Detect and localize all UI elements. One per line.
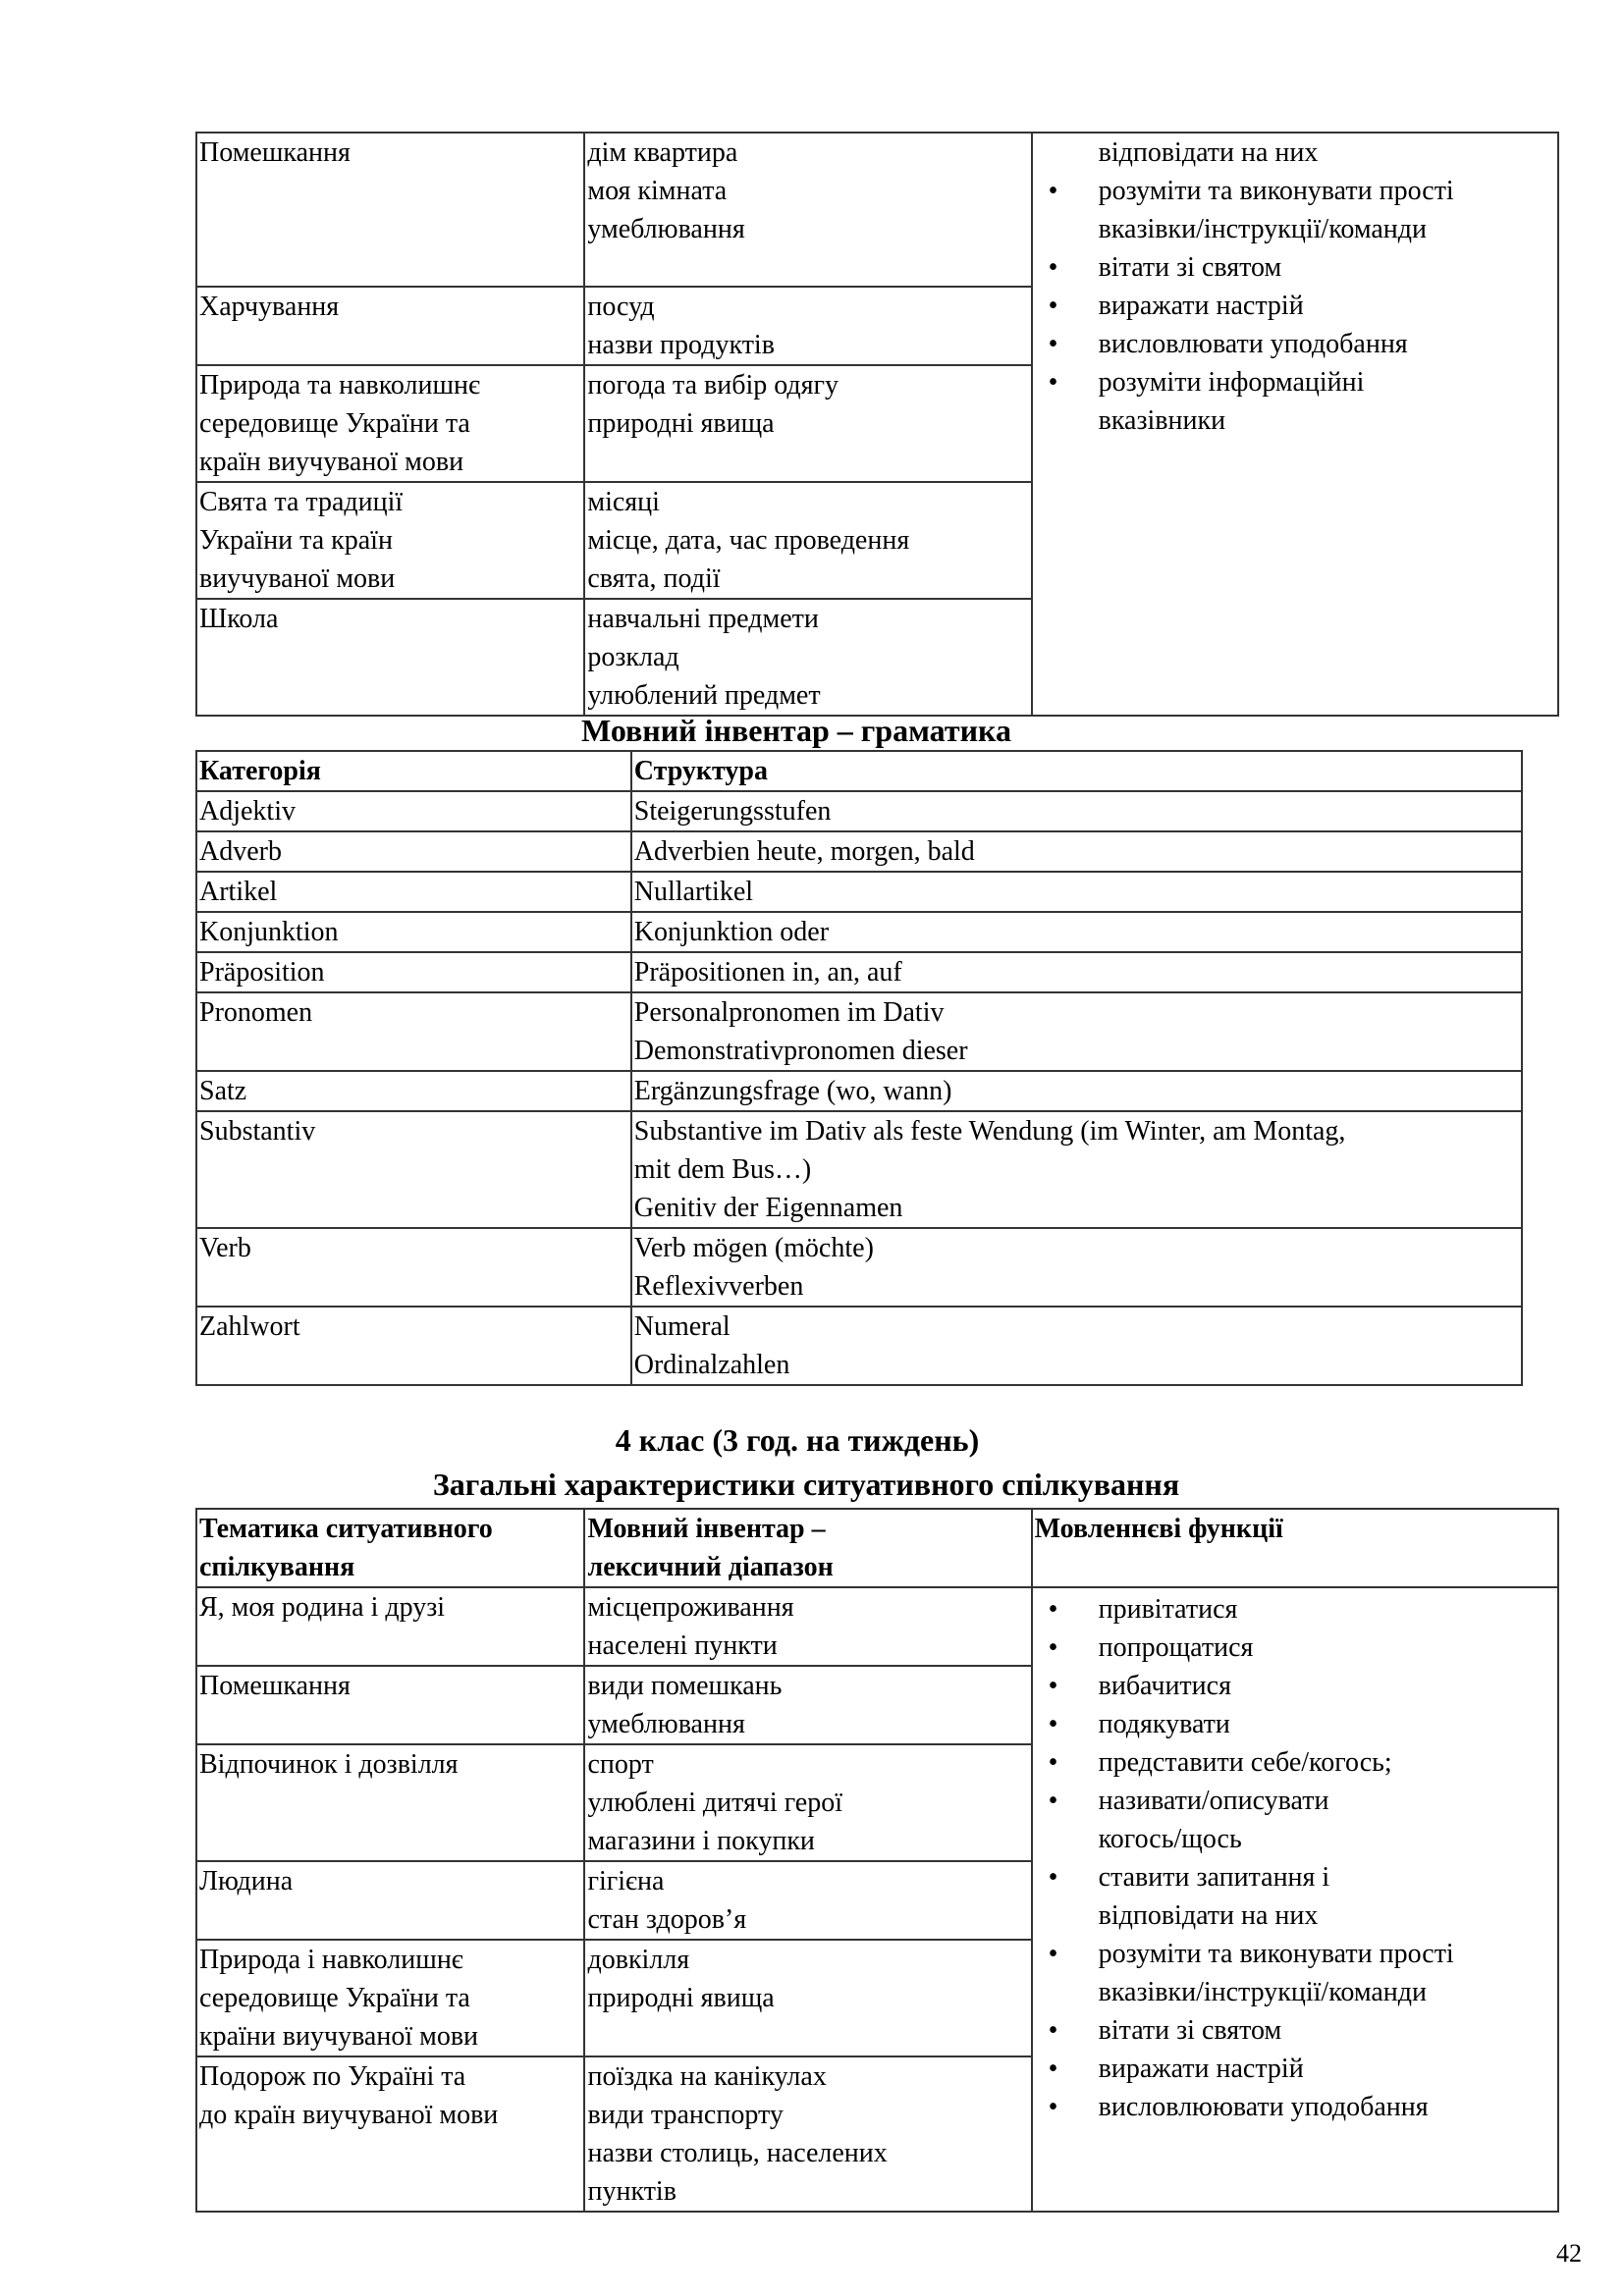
list-item: • вибачитися (1035, 1667, 1557, 1705)
speech-functions-list (1035, 1588, 1557, 2126)
structure-cell: Adverbien heute, morgen, bald (631, 831, 1522, 872)
lexis-cell: спорт улюблені дитячі герої магазини і покупки (584, 1744, 1031, 1861)
speech-functions-cell (1032, 1587, 1558, 2212)
category-cell: Konjunktion (196, 912, 631, 952)
table-row (196, 1111, 1522, 1228)
topic-cell: Подорож по Україні та до країн виучуваної мови (196, 2056, 584, 2212)
lexis-cell: погода та вибір одягу природні явища (584, 365, 1031, 482)
category-cell: Adjektiv (196, 791, 631, 831)
topic-cell: Свята та традиції України та країн виучуваної мови (196, 482, 584, 599)
table-row (196, 1307, 1522, 1385)
list-item: • називати/описувати когось/щось (1035, 1782, 1557, 1858)
table-row (196, 872, 1522, 912)
list-item: • розуміти та виконувати прості вказівки/інструкції/команди (1035, 1935, 1557, 2011)
list-item: • виражати настрій (1035, 2050, 1557, 2088)
list-item: • розуміти інформаційні вказівники (1035, 363, 1557, 440)
grammar-table (195, 750, 1523, 1386)
list-item: • висловлюювати уподобання (1035, 2088, 1557, 2126)
structure-cell: Substantive im Dativ als feste Wendung (im Winter, am Montag, mit dem Bus…) Genitiv der Eigennamen (631, 1111, 1522, 1228)
topic-cell: Помешкання (196, 133, 584, 287)
topic-cell: Я, моя родина і друзі (196, 1587, 584, 1666)
table-row (196, 992, 1522, 1071)
list-item: • виражати настрій (1035, 287, 1557, 325)
structure-cell: Konjunktion oder (631, 912, 1522, 952)
speech-functions-cell (1032, 133, 1558, 716)
list-item: • висловлювати уподобання (1035, 325, 1557, 363)
topic-cell: Природа та навколишнє середовище України та країн виучуваної мови (196, 365, 584, 482)
topic-cell: Людина (196, 1861, 584, 1940)
list-item: • привітатися (1035, 1590, 1557, 1629)
category-cell: Pronomen (196, 992, 631, 1071)
table-header-row (196, 751, 1522, 791)
list-item: • попрощатися (1035, 1629, 1557, 1667)
lexis-cell: поїздка на канікулах види транспорту назви столиць, населених пунктів (584, 2056, 1031, 2212)
header-functions: Мовленнєві функції (1032, 1509, 1558, 1587)
topic-cell: Відпочинок і дозвілля (196, 1744, 584, 1861)
category-cell: Substantiv (196, 1111, 631, 1228)
category-cell: Artikel (196, 872, 631, 912)
list-item: • вітати зі святом (1035, 2011, 1557, 2050)
speech-functions-list (1035, 133, 1557, 440)
structure-cell: Ergänzungsfrage (wo, wann) (631, 1071, 1522, 1111)
topic-cell: Школа (196, 599, 584, 716)
structure-cell: Personalpronomen im Dativ Demonstrativpronomen dieser (631, 992, 1522, 1071)
category-cell: Satz (196, 1071, 631, 1111)
structure-cell: Präpositionen in, an, auf (631, 952, 1522, 992)
category-cell: Verb (196, 1228, 631, 1307)
topics-table-continued (195, 132, 1559, 717)
list-item: • представити себе/когось; (1035, 1743, 1557, 1782)
structure-cell: Nullartikel (631, 872, 1522, 912)
header-lexis: Мовний інвентар – лексичний діапазон (584, 1509, 1031, 1587)
lexis-cell: довкілля природні явища (584, 1940, 1031, 2056)
page-number: 42 (1556, 2239, 1582, 2268)
list-item: відповідати на них (1098, 137, 1319, 168)
category-cell: Adverb (196, 831, 631, 872)
lexis-cell: навчальні предмети розклад улюблений предмет (584, 599, 1031, 716)
topic-cell: Природа і навколишнє середовище України та країни виучуваної мови (196, 1940, 584, 2056)
list-item: • вітати зі святом (1035, 248, 1557, 287)
grammar-title: Мовний інвентар – граматика (581, 713, 1011, 748)
grade4-topics-table (195, 1508, 1559, 2213)
table-row (196, 133, 1558, 287)
table-row (196, 952, 1522, 992)
grade4-subtitle: Загальні характеристики ситуативного спілкування (432, 1467, 1180, 1502)
list-item: • ставити запитання і відповідати на них (1035, 1858, 1557, 1935)
lexis-cell: місяці місце, дата, час проведення свята, події (584, 482, 1031, 599)
header-topic: Тематика ситуативного спілкування (196, 1509, 584, 1587)
lexis-cell: посуд назви продуктів (584, 287, 1031, 365)
header-category: Категорія (196, 751, 631, 791)
header-structure: Структура (631, 751, 1522, 791)
table-row (196, 1228, 1522, 1307)
topic-cell: Харчування (196, 287, 584, 365)
grade4-title: 4 клас (3 год. на тиждень) (615, 1422, 980, 1458)
structure-cell: Numeral Ordinalzahlen (631, 1307, 1522, 1385)
structure-cell: Steigerungsstufen (631, 791, 1522, 831)
category-cell: Präposition (196, 952, 631, 992)
lexis-cell: види помешкань умеблювання (584, 1666, 1031, 1744)
lexis-cell: гігієна стан здоров’я (584, 1861, 1031, 1940)
category-cell: Zahlwort (196, 1307, 631, 1385)
table-row (196, 791, 1522, 831)
table-header-row (196, 1509, 1558, 1587)
structure-cell: Verb mögen (möchte) Reflexivverben (631, 1228, 1522, 1307)
lexis-cell: місцепроживання населені пункти (584, 1587, 1031, 1666)
table-row (196, 912, 1522, 952)
lexis-cell: дім квартира моя кімната умеблювання (584, 133, 1031, 287)
table-row (196, 1071, 1522, 1111)
table-row (196, 1587, 1558, 1666)
topic-cell: Помешкання (196, 1666, 584, 1744)
table-row (196, 831, 1522, 872)
list-item: • подякувати (1035, 1705, 1557, 1743)
list-item: • розуміти та виконувати прості вказівки/інструкції/команди (1035, 172, 1557, 248)
